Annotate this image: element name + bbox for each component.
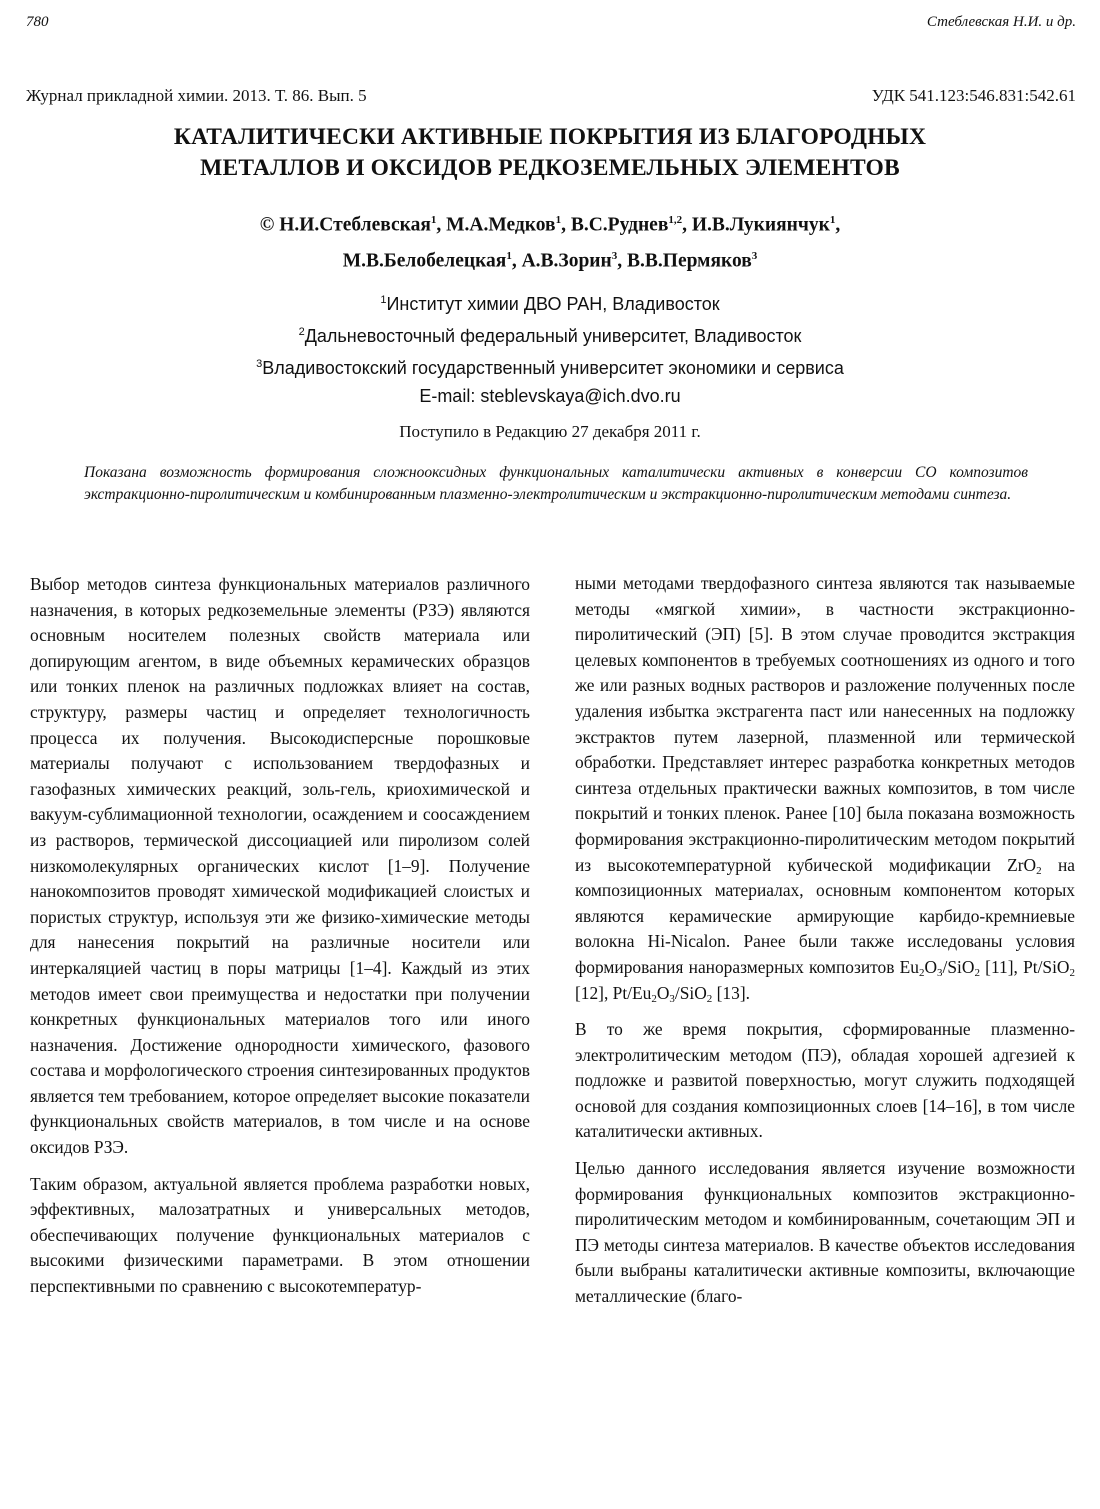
author-affiliation-mark: 1 xyxy=(829,214,836,226)
author-name: М.А.Медков xyxy=(446,214,556,236)
author-name: В.С.Руднев xyxy=(570,214,669,236)
body-text: [12], Pt/Eu xyxy=(575,982,652,1003)
page-number: 780 xyxy=(26,14,49,30)
contact-email: E-mail: steblevskaya@ich.dvo.ru xyxy=(419,386,681,406)
subscript: 2 xyxy=(1036,864,1042,877)
subscript: 3 xyxy=(937,966,943,979)
article-title xyxy=(0,122,1100,184)
body-column-right xyxy=(575,571,1075,1321)
title-line-1: КАТАЛИТИЧЕСКИ АКТИВНЫЕ ПОКРЫТИЯ ИЗ БЛАГОРОДНЫХ xyxy=(173,124,927,150)
author-name: М.В.Белобелецкая xyxy=(342,250,507,271)
body-paragraph: ными методами твердофазного синтеза являются так называемые методы «мягкой химии», в частности экстракционно-пиролитический (ЭП) [5]. В этом случае проводится экстракция целевых компонентов в требуемых соотношениях из одного и того же или разных водных растворов и разложение полученных после удаления избытка экстрагента паст или нанесенных на подложку экстрактов путем лазерной, плазменной или термической обработки. Представляет интерес разработка конкретных методов синтеза отдельных практически важных композитов, в том числе покрытий и тонких пленок. Ранее [10] была показана возможность формирования экстракционно-пиролитическим методом покрытий из высокотемпературной кубической модификации ZrO$_2$ на композиционных материалах, основным компонентом которых являются керамические армирующие карбидо-кремниевые волокна Hi-Nicalon. Ранее были также исследованы условия формирования наноразмерных композитов $Eu_2O_3/SiO_2$ [11], Pt/SiO$_2$ [12], $Pt/Eu_2O_3/SiO_2$ [13]. xyxy=(575,573,1076,1005)
subscript: 2 xyxy=(918,966,925,979)
author-line-2 xyxy=(0,241,1100,277)
affiliation-text: Дальневосточный федеральный университет, Владивосток xyxy=(304,326,802,346)
affiliations-block xyxy=(0,286,1100,410)
author-name: Н.И.Стеблевская xyxy=(279,214,431,236)
author-separator: , xyxy=(617,250,628,271)
body-paragraph: Выбор методов синтеза функциональных материалов различного назначения, в которых редкоземельные элементы (РЗЭ) являются основным носителем полезных свойств материала или допирующим агентом, в виде объемных керамических образцов или тонких пленок на различных подложках влияет на состав, структуру, размеры частиц и определяет технологичность процесса их получения. Высокодисперсные порошковые материалы получают с использованием твердофазных и газофазных химических реакций, золь-гель, криохимической и вакуум-сублимационной технологии, осаждением и соосаждением из растворов, термической диссоциацией или пиролизом солей низкомолекулярных органических кислот [1–9]. Получение нанокомпозитов проводят химической модификацией слоистых и пористых структур, используя эти же физико-химические методы для нанесения покрытий на различные носители или интеркаляцией частиц в поры матрицы [1–4]. Каждый из этих методов имеет свои преимущества и недостатки при получении конкретных функциональных материалов того или иного назначения. Достижение однородности химического, фазового состава и морфологического строения синтезированных продуктов является тем требованием, которое определяет высокие показатели функциональных свойств материалов, в том числе и на основе оксидов РЗЭ. xyxy=(30,574,530,1158)
author-name: А.В.Зорин xyxy=(521,250,612,271)
author-separator: , xyxy=(511,250,522,271)
udk-code: УДК 541.123:546.831:542.61 xyxy=(871,86,1076,105)
body-paragraph: Целью данного исследования является изучение возможности формирования функциональных композитов экстракционно-пиролитическим методом и комбинированным, сочетающим ЭП и ПЭ методы синтеза материалов. В качестве объектов исследования были выбраны каталитически активные композиты, включающие металлические (благо- xyxy=(575,1158,1075,1307)
title-line-2: МЕТАЛЛОВ И ОКСИДОВ РЕДКОЗЕМЕЛЬНЫХ ЭЛЕМЕНТОВ xyxy=(200,155,900,181)
body-text: /SiO xyxy=(674,982,707,1003)
subscript: 2 xyxy=(706,992,713,1005)
author-name: В.В.Пермяков xyxy=(627,250,752,271)
author-name: И.В.Лукиянчук xyxy=(691,214,830,236)
author-affiliation-mark: 3 xyxy=(611,249,618,262)
copyright-sign: © xyxy=(259,214,275,236)
body-text: на композиционных материалах, основным компонентом которых являются керамические армирующие карбидо-кремниевые волокна Hi-Nicalon. Ранее были также исследованы условия формирования наноразмерных композитов Eu xyxy=(575,854,1076,977)
received-date: Поступило в Редакцию 27 декабря 2011 г. xyxy=(399,422,701,441)
body-text: [13]. xyxy=(712,982,750,1003)
author-affiliation-mark: 1,2 xyxy=(668,214,683,226)
affiliation-line xyxy=(0,318,1100,350)
subscript: 2 xyxy=(651,992,657,1005)
body-column-left xyxy=(30,572,530,1311)
body-paragraph: Таким образом, актуальной является проблема разработки новых, эффективных, малозатратных и универсальных методов, обеспечивающих получение функциональных материалов с высокими физическими параметрами. В этом отношении перспективными по сравнению с высокотемператур- xyxy=(30,1173,530,1297)
affiliation-number: 3 xyxy=(256,358,263,370)
author-affiliation-mark: 1 xyxy=(506,249,512,262)
author-separator: , xyxy=(561,214,571,236)
body-text: [11], Pt/SiO xyxy=(979,956,1070,977)
affiliation-line xyxy=(0,286,1100,318)
subscript: 3 xyxy=(669,992,675,1005)
author-line-1 xyxy=(0,205,1100,241)
subscript: 2 xyxy=(1069,966,1075,979)
author-separator: , xyxy=(682,214,692,236)
affiliation-number: 2 xyxy=(298,326,305,338)
running-head xyxy=(26,14,1076,38)
affiliation-number: 1 xyxy=(380,294,387,306)
author-affiliation-mark: 1 xyxy=(555,214,562,226)
body-text: /SiO xyxy=(942,956,975,977)
body-paragraph: В то же время покрытия, сформированные плазменно-электролитическим методом (ПЭ), обладая хорошей адгезией к подложке и развитой поверхностью, могут служить подходящей основой для создания композиционных слоев [14–16], в том числе каталитически активных. xyxy=(575,1019,1075,1142)
author-affiliation-mark: 1 xyxy=(430,214,437,226)
subscript: 2 xyxy=(974,966,980,979)
author-affiliation-mark: 3 xyxy=(751,249,758,262)
affiliation-text: Институт химии ДВО РАН, Владивосток xyxy=(386,294,720,314)
body-text: ными методами твердофазного синтеза являются так называемые методы «мягкой химии», в частности экстракционно-пиролитический (ЭП) [5]. В этом случае проводится экстракция целевых компонентов в требуемых соотношениях из одного и того же или разных водных растворов и разложение полученных после удаления избытка экстрагента паст или нанесенных на подложку экстрактов путем лазерной, плазменной или термической обработки. Представляет интерес разработка конкретных методов синтеза отдельных практически важных композитов, в том числе покрытий и тонких пленок. Ранее [10] была показана возможность формирования экстракционно-пиролитическим методом покрытий из высокотемпературной кубической модификации ZrO xyxy=(575,573,1075,875)
abstract: Показана возможность формирования сложнооксидных функциональных каталитически активных в конверсии СО композитов экстракционно-пиролитическим и комбинированным плазменно-электролитическим и экстракционно-пиролитическим методами синтеза. xyxy=(84,464,1028,503)
running-head-authors: Стеблевская Н.И. и др. xyxy=(926,14,1076,30)
author-separator: , xyxy=(436,214,447,236)
author-separator: , xyxy=(835,214,841,236)
journal-citation: Журнал прикладной химии. 2013. Т. 86. Вып. 5 xyxy=(26,86,367,105)
affiliation-text: Владивостокский государственный университет экономики и сервиса xyxy=(262,358,844,378)
affiliation-line xyxy=(0,350,1100,382)
author-list xyxy=(0,205,1100,276)
